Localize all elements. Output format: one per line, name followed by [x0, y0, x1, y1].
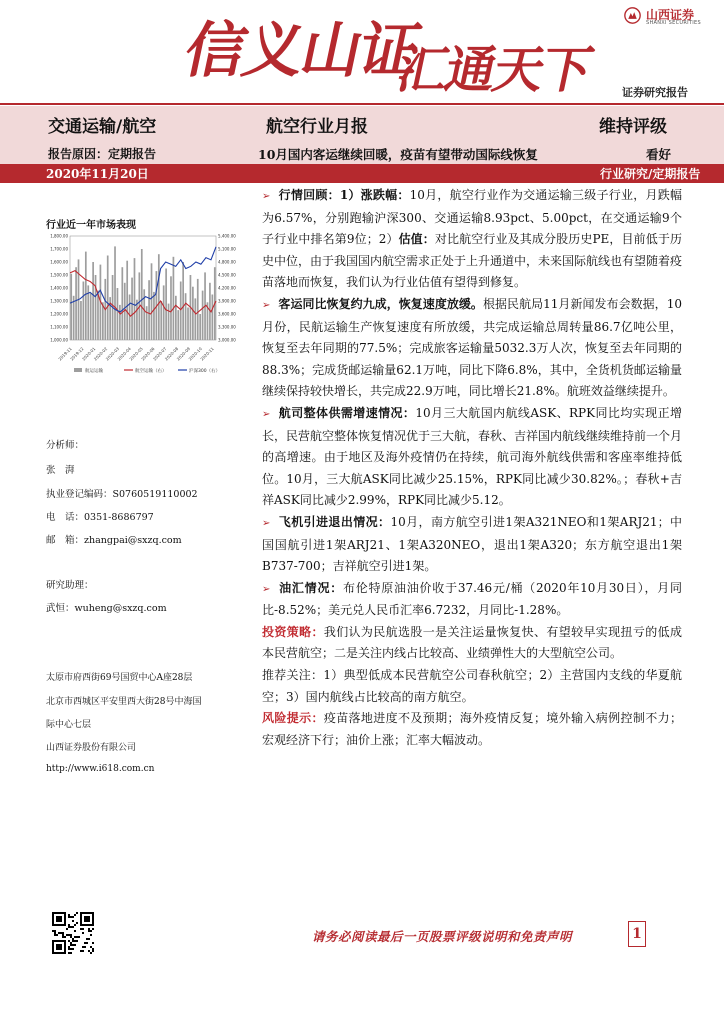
analyst-name: 张 湃 [46, 465, 75, 476]
bar-mark [92, 262, 94, 340]
paragraph-supply-demand: ➢ 航司整体供需增速情况：10月三大航国内航线ASK、RPK同比均实现正增长，民营航空整体恢复情况优于三大航，春秋、吉祥国内航线继续维持前一个月的高增速。由于地区及海外疫情仍在持续，航司海外航线供需和客座率维持低位。10月，三大航ASK同比减少25.15%，RPK同比减少30.82%。；春秋+吉祥ASK同比减少2.99%，RPK同比减少5.12。 [262, 405, 683, 508]
bar-mark [141, 249, 143, 340]
bar-mark [165, 269, 167, 341]
x-axis-tick-label: 2020-02 [92, 346, 109, 362]
bar-mark [168, 304, 170, 340]
bar-mark [173, 257, 175, 340]
right-axis-tick-label: 3,600.00 [218, 311, 236, 317]
analyst-label: 分析师： [46, 440, 85, 451]
x-axis-tick-label: 2020-04 [116, 346, 132, 362]
bar-mark [119, 305, 121, 340]
line-series-csi300 [70, 247, 216, 312]
left-axis-tick-label: 1,300.00 [50, 298, 68, 304]
bar-mark [153, 292, 155, 340]
bar-mark [177, 310, 179, 340]
company-name: 山西证券股份有限公司 [46, 743, 137, 753]
legend-label: 航运运输 [85, 369, 103, 374]
paragraph-fleet: ➢ 飞机引进退出情况：10月，南方航空引进1架A321NEO和1架ARJ21；中国国航引进1架ARJ21、1架A320NEO，退出1架A320；东方航空退出1架B737-700；吉祥航空引进1架。 [262, 514, 682, 574]
bar-mark [151, 263, 153, 340]
right-axis-tick-label: 4,200.00 [218, 285, 236, 291]
x-axis-tick-label: 2020-10 [187, 346, 203, 362]
bar-mark [180, 282, 182, 341]
x-axis-tick-label: 2020-09 [175, 346, 192, 362]
bar-mark [192, 287, 194, 340]
x-axis-tick-label: 2020-05 [128, 346, 144, 362]
bar-mark [70, 274, 72, 340]
bar-mark [102, 302, 104, 340]
bar-mark [185, 293, 187, 340]
right-axis-tick-label: 3,900.00 [218, 298, 236, 304]
sector-title: 交通运输/航空 [48, 117, 157, 137]
left-axis-tick-label: 1,700.00 [50, 246, 68, 252]
bar-mark [187, 308, 189, 341]
outlook-rating: 看好 [646, 147, 672, 162]
bar-mark [148, 280, 150, 340]
x-axis-tick-label: 2019-12 [69, 346, 85, 362]
bar-mark [199, 314, 201, 340]
x-axis-tick-label: 2020-07 [152, 346, 168, 362]
bar-mark [182, 262, 184, 340]
left-axis-tick-label: 1,500.00 [50, 272, 68, 278]
right-axis-tick-label: 3,000.00 [218, 337, 236, 343]
address-beijing-line2: 际中心七层 [46, 720, 92, 730]
x-axis-tick-label: 2020-03 [104, 346, 121, 362]
bar-mark [117, 288, 119, 340]
right-axis-tick-label: 5,100.00 [218, 246, 236, 252]
report-date: 2020年11月20日 [46, 167, 149, 181]
analyst-license: 执业登记编码：S0760519110002 [46, 489, 198, 500]
bar-mark [83, 282, 85, 341]
logo-mark-icon [624, 7, 641, 24]
bullet-arrow-icon: ➢ [262, 299, 271, 311]
bar-mark [90, 293, 92, 340]
legend-label: 航空运输（右） [135, 369, 167, 374]
address-taiyuan: 太原市府西街69号国贸中心A座28层 [46, 673, 193, 683]
chart-title: 行业近一年市场表现 [46, 220, 136, 231]
x-axis-tick-label: 2020-08 [163, 346, 180, 362]
page-number: 1 [628, 921, 646, 947]
left-axis-tick-label: 1,600.00 [50, 259, 68, 265]
x-axis-tick-label: 2019-11 [57, 346, 73, 362]
disclaimer-notice: 请务必阅读最后一页股票评级说明和免责声明 [312, 929, 573, 944]
report-category: 行业研究/定期报告 [600, 167, 701, 181]
bar-mark [211, 295, 213, 341]
bar-mark [75, 267, 77, 340]
x-axis-tick-label: 2020-06 [140, 346, 156, 362]
left-axis-tick-label: 1,100.00 [50, 324, 68, 330]
bar-mark [158, 254, 160, 340]
bar-mark [170, 276, 172, 340]
bar-mark [129, 295, 131, 341]
report-title: 航空行业月报 [266, 117, 368, 137]
analyst-email[interactable]: 邮 箱：zhangpai@sxzq.com [46, 535, 182, 546]
right-axis-tick-label: 4,500.00 [218, 272, 236, 278]
company-website[interactable]: http://www.i618.com.cn [46, 764, 155, 774]
slogan-part-2: 汇通天下 [391, 41, 597, 99]
bar-mark [194, 298, 196, 340]
bar-mark [175, 296, 177, 340]
legend-label: 沪深300（右） [189, 369, 221, 374]
bullet-arrow-icon: ➢ [262, 517, 271, 529]
report-body [262, 185, 682, 751]
address-beijing-line1: 北京市西城区平安里西大街28号中海国 [46, 697, 202, 707]
right-axis-tick-label: 5,400.00 [218, 233, 236, 239]
assistant-label: 研究助理： [46, 580, 94, 591]
left-axis-tick-label: 1,400.00 [50, 285, 68, 291]
bar-mark [85, 252, 87, 340]
bullet-arrow-icon: ➢ [262, 408, 271, 420]
market-performance-chart [46, 230, 240, 380]
bar-mark [121, 267, 123, 340]
bar-mark [160, 301, 162, 340]
bar-mark [134, 258, 136, 340]
paragraph-market-review: ➢ 行情回顾：1）涨跌幅：10月，航空行业作为交通运输三级子行业，月跌幅为6.57%，分别跑输沪深300、交通运输8.93pct、5.00pct，在交通运输9个子行业中排名第9位；2）估值：对比航空行业及其成分股历史PE，目前低于历史中位，由于我国国内航空需求正处于上升通道中，未来国际航线也有望随着疫苗落地而恢复，我们认为行业估值有望得到修复。 [262, 188, 683, 290]
report-reason: 报告原因：定期报告 [48, 147, 157, 161]
bar-mark [197, 279, 199, 340]
bar-mark [136, 300, 138, 340]
bullet-arrow-icon: ➢ [262, 583, 271, 595]
bar-mark [146, 306, 148, 340]
right-axis-tick-label: 4,800.00 [218, 259, 236, 265]
left-axis-tick-label: 1,200.00 [50, 311, 68, 317]
bar-mark [95, 275, 97, 340]
company-logo [624, 6, 714, 26]
paragraph-passenger-recovery: ➢ 客运同比恢复约九成，恢复速度放缓。根据民航局11月新闻发布会数据，10月份，民航运输生产恢复速度有所放缓，共完成运输总周转量86.7亿吨公里，恢复至去年同期的77.5%；完成旅客运输量5032.3万人次，恢复至去年同期的88.3%；完成货邮运输量62.1万吨，同比下降6.8%，其中，全货机货邮运输量继续保持较快增长，共完成22.9万吨，同比增长21.8%。航班效益继续提升。 [262, 296, 682, 399]
paragraph-strategy: 投资策略：我们认为民航选股一是关注运量恢复快、有望较早实现扭亏的低成本民营航空；二是关注内线占比较高、业绩弹性大的大型航空公司。 [262, 624, 682, 661]
rating-label: 维持评级 [599, 117, 667, 137]
slogan-part-1: 信义山证 [178, 16, 426, 86]
bar-mark [202, 291, 204, 340]
legend-swatch [74, 368, 82, 372]
bar-mark [107, 256, 109, 341]
left-axis-tick-label: 1,000.00 [50, 337, 68, 343]
paragraph-risk: 风险提示：疫苗落地进度不及预期；海外疫情反复；境外输入病例控制不力；宏观经济下行；油价上涨；汇率大幅波动。 [262, 711, 682, 747]
logo-text-en: SHANXI SECURITIES [646, 20, 701, 26]
bar-mark [114, 246, 116, 340]
paragraph-recommendation: 推荐关注：1）典型低成本民营航空公司春秋航空；2）主营国内支线的华夏航空；3）国内航线占比较高的南方航空。 [262, 668, 682, 704]
qr-code-icon [52, 912, 94, 954]
bullet-arrow-icon: ➢ [262, 191, 271, 202]
x-axis-tick-label: 2020-01 [81, 346, 97, 362]
logo-text-cn: 山西证券 [646, 8, 695, 22]
bar-mark [80, 301, 82, 340]
plot-area-frame [70, 236, 216, 340]
right-axis-tick-label: 3,300.00 [218, 324, 236, 330]
x-axis-tick-label: 2020-11 [199, 346, 215, 362]
analyst-phone: 电 话：0351-8686797 [46, 512, 154, 523]
report-subtitle: 10月国内客运继续回暖，疫苗有望带动国际线恢复 [258, 147, 538, 162]
header-divider [0, 103, 724, 105]
bar-mark [131, 278, 133, 340]
left-axis-tick-label: 1,800.00 [50, 233, 68, 239]
assistant-contact[interactable]: 武恒：wuheng@sxzq.com [46, 603, 167, 614]
report-type-label: 证券研究报告 [622, 86, 688, 99]
bar-mark [163, 285, 165, 340]
paragraph-oil-fx: ➢ 油汇情况：布伦特原油油价收于37.46元/桶（2020年10月30日），月同比-8.52%；美元兑人民币汇率6.7232，月同比-1.28%。 [262, 580, 682, 618]
bar-mark [126, 261, 128, 340]
bar-mark [97, 291, 99, 340]
